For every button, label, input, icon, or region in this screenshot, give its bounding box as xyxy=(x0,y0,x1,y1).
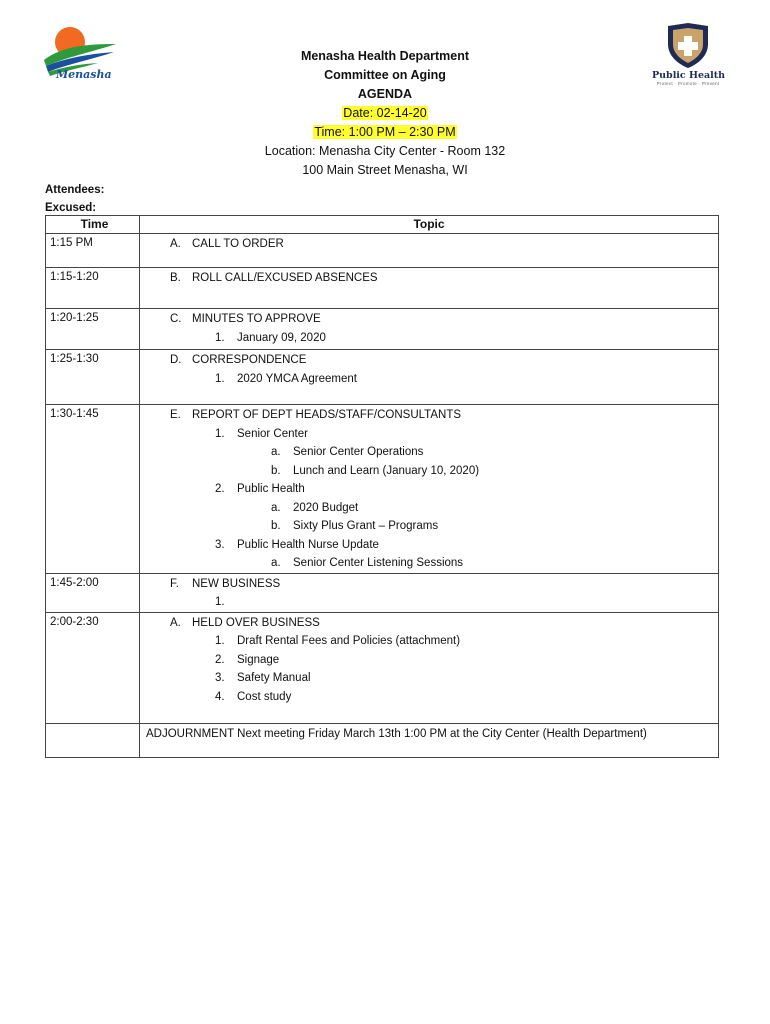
topic-cell xyxy=(140,405,719,574)
list-item: b. Sixty Plus Grant – Programs xyxy=(271,520,439,532)
table-row xyxy=(46,723,719,757)
table-row xyxy=(46,268,719,309)
meeting-date: Date: 02-14-20 xyxy=(343,106,427,120)
topic-cell xyxy=(140,309,719,350)
attendees-label: Attendees: xyxy=(45,184,105,196)
attendance-block xyxy=(45,181,104,217)
list-item: 1. xyxy=(215,596,225,608)
list-item: 4. Cost study xyxy=(215,690,292,703)
list-item: 2. Public Health xyxy=(215,483,305,495)
list-item: 3. Public Health Nurse Update xyxy=(215,538,379,551)
list-item: 3. Safety Manual xyxy=(215,672,311,684)
table-header-row xyxy=(46,216,719,234)
topic-cell xyxy=(140,350,719,405)
topic-cell xyxy=(140,573,719,612)
table-row xyxy=(46,309,719,350)
list-item: D. CORRESPONDENCE xyxy=(170,354,307,366)
topic-column-header: Topic xyxy=(140,216,719,234)
menasha-logo-text: Menasha xyxy=(56,68,112,81)
table-row xyxy=(46,612,719,723)
topic-cell xyxy=(140,723,719,757)
list-item: B. ROLL CALL/EXCUSED ABSENCES xyxy=(170,272,378,284)
time-cell: 1:15-1:20 xyxy=(50,271,99,283)
time-cell: 1:25-1:30 xyxy=(50,353,99,365)
list-item: 1. January 09, 2020 xyxy=(215,331,326,344)
table-row xyxy=(46,573,719,612)
list-item: E. REPORT OF DEPT HEADS/STAFF/CONSULTANTS xyxy=(170,409,462,421)
table-row xyxy=(46,405,719,574)
time-cell: 1:20-1:25 xyxy=(50,312,99,324)
public-health-logo-text: Public Health xyxy=(652,70,726,81)
list-item: 2. Signage xyxy=(215,653,280,666)
agenda-table xyxy=(45,215,719,758)
meeting-location: Location: Menasha City Center - Room 132 xyxy=(264,144,506,158)
list-item: C. MINUTES TO APPROVE xyxy=(170,313,321,325)
list-item: 1. Draft Rental Fees and Policies (attachment) xyxy=(215,635,461,647)
list-item: 1. 2020 YMCA Agreement xyxy=(215,372,357,385)
list-item: A. HELD OVER BUSINESS xyxy=(170,616,320,629)
committee-name: Committee on Aging xyxy=(324,68,446,82)
list-item: a. Senior Center Operations xyxy=(271,446,424,458)
document-header xyxy=(0,47,770,180)
meeting-time: Time: 1:00 PM – 2:30 PM xyxy=(314,125,456,139)
meeting-address: 100 Main Street Menasha, WI xyxy=(302,163,468,177)
topic-cell xyxy=(140,612,719,723)
time-cell xyxy=(50,724,139,725)
time-cell: 1:30-1:45 xyxy=(50,408,99,420)
table-row xyxy=(46,350,719,405)
agenda-title: AGENDA xyxy=(357,87,413,101)
list-item: a. 2020 Budget xyxy=(271,501,359,514)
list-item: b. Lunch and Learn (January 10, 2020) xyxy=(271,464,480,477)
excused-label: Excused: xyxy=(45,202,97,214)
topic-cell xyxy=(140,234,719,268)
time-cell: 1:15 PM xyxy=(50,237,93,249)
list-item: a. Senior Center Listening Sessions xyxy=(271,557,464,569)
list-item: 1. Senior Center xyxy=(215,427,308,440)
time-column-header: Time xyxy=(46,216,140,234)
topic-cell xyxy=(140,268,719,309)
list-item: A. CALL TO ORDER xyxy=(170,238,284,250)
public-health-tagline: Protect · Promote · Prevent xyxy=(656,81,720,86)
adjournment-note: ADJOURNMENT Next meeting Friday March 13th 1:00 PM at the City Center (Health Department) xyxy=(146,727,647,740)
time-cell: 2:00-2:30 xyxy=(50,615,99,628)
table-row xyxy=(46,234,719,268)
time-cell: 1:45-2:00 xyxy=(50,576,99,589)
list-item: F. NEW BUSINESS xyxy=(170,577,281,590)
department-name: Menasha Health Department xyxy=(300,49,470,63)
